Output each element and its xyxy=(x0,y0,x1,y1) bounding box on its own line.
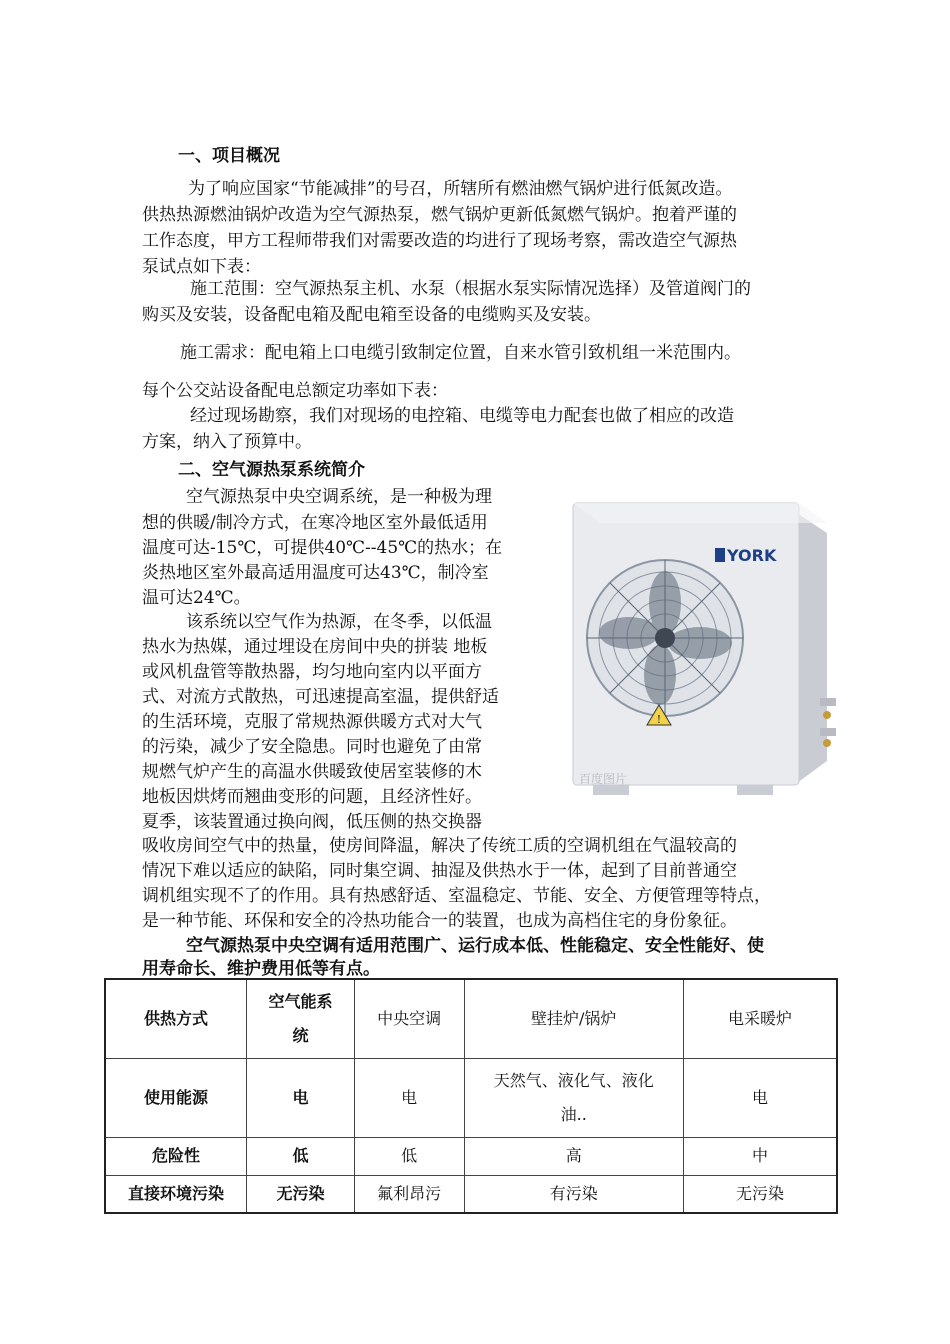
table-row xyxy=(105,1175,837,1213)
comparison-table xyxy=(104,978,838,1214)
paragraph-line: 温可达24℃。 xyxy=(142,588,251,608)
paragraph-line: 施工需求：配电箱上口电缆引致制定位置，自来水管引致机组一米范围内。 xyxy=(180,343,741,363)
table-cell: 氟利昂污 xyxy=(354,1175,464,1213)
paragraph-line: 炎热地区室外最高适用温度可达43℃，制冷室 xyxy=(142,563,489,583)
svg-text:!: ! xyxy=(656,713,662,726)
row-header: 危险性 xyxy=(105,1137,247,1175)
paragraph-line: 吸收房间空气中的热量，使房间降温，解决了传统工质的空调机组在气温较高的 xyxy=(142,836,737,856)
paragraph-line: 每个公交站设备配电总额定功率如下表： xyxy=(142,381,448,401)
heat-pump-unit-photo xyxy=(565,493,840,808)
paragraph-line: 购买及安装，设备配电箱及配电箱至设备的电缆购买及安装。 xyxy=(142,305,601,325)
paragraph-line: 泵试点如下表： xyxy=(142,257,261,277)
paragraph-line: 规燃气炉产生的高温水供暖致使居室装修的木 xyxy=(142,762,482,782)
bold-summary-line: 空气源热泵中央空调有适用范围广、运行成本低、性能稳定、安全性能好、使 xyxy=(186,936,764,956)
table-row xyxy=(105,979,837,1058)
paragraph-line: 供热热源燃油锅炉改造为空气源热泵，燃气锅炉更新低氮燃气锅炉。抱着严谨的 xyxy=(142,205,737,225)
row-header: 供热方式 xyxy=(105,979,247,1058)
table-cell: 高 xyxy=(464,1137,683,1175)
paragraph-line: 温度可达-15℃，可提供40℃--45℃的热水；在 xyxy=(142,538,503,558)
paragraph-line: 调机组实现不了的作用。具有热感舒适、室温稳定、节能、安全、方便管理等特点， xyxy=(142,886,771,906)
table-cell: 低 xyxy=(247,1137,355,1175)
paragraph-line: 夏季，该装置通过换向阀，低压侧的热交换器 xyxy=(142,812,482,832)
row-header: 使用能源 xyxy=(105,1058,247,1137)
table-row xyxy=(105,1137,837,1175)
paragraph-line: 是一种节能、环保和安全的冷热功能合一的装置，也成为高档住宅的身份象征。 xyxy=(142,911,737,931)
table-cell: 空气能系 统 xyxy=(247,979,355,1058)
paragraph-line: 或风机盘管等散热器，均匀地向室内以平面方 xyxy=(142,662,482,682)
table-cell: 中 xyxy=(683,1137,837,1175)
row-header: 直接环境污染 xyxy=(105,1175,247,1213)
paragraph-line: 的污染，减少了安全隐患。同时也避免了由常 xyxy=(142,737,482,757)
watermark-text: 百度图片 xyxy=(579,772,628,786)
brand-logo-text: YORK xyxy=(727,546,777,565)
paragraph-line: 为了响应国家“节能减排”的号召，所辖所有燃油燃气锅炉进行低氮改造。 xyxy=(188,179,733,199)
table-cell: 电 xyxy=(354,1058,464,1137)
table-cell: 电 xyxy=(683,1058,837,1137)
table-cell: 无污染 xyxy=(247,1175,355,1213)
section2-heading: 二、空气源热泵系统简介 xyxy=(178,460,365,480)
paragraph-line: 施工范围：空气源热泵主机、水泵（根据水泵实际情况选择）及管道阀门的 xyxy=(190,279,751,299)
paragraph-line: 地板因烘烤而翘曲变形的问题，且经济性好。 xyxy=(142,787,482,807)
table-cell: 天然气、液化气、液化 油.. xyxy=(464,1058,683,1137)
paragraph-line: 的生活环境，克服了常规热源供暖方式对大气 xyxy=(142,712,482,732)
table-cell: 有污染 xyxy=(464,1175,683,1213)
table-cell: 电采暖炉 xyxy=(683,979,837,1058)
table-cell: 电 xyxy=(247,1058,355,1137)
table-cell: 壁挂炉/锅炉 xyxy=(464,979,683,1058)
table-cell: 中央空调 xyxy=(354,979,464,1058)
paragraph-line: 想的供暖/制冷方式，在寒冷地区室外最低适用 xyxy=(142,513,488,533)
paragraph-line: 该系统以空气作为热源，在冬季，以低温 xyxy=(186,612,492,632)
table-row xyxy=(105,1058,837,1137)
bold-summary-line: 用寿命长、维护费用低等有点。 xyxy=(142,959,380,979)
paragraph-line: 工作态度，甲方工程师带我们对需要改造的均进行了现场考察，需改造空气源热 xyxy=(142,231,737,251)
section1-heading: 一、项目概况 xyxy=(178,146,280,166)
table-cell: 无污染 xyxy=(683,1175,837,1213)
paragraph-line: 热水为热媒，通过埋设在房间中央的拼装 地板 xyxy=(142,637,488,657)
paragraph-line: 经过现场勘察，我们对现场的电控箱、电缆等电力配套也做了相应的改造 xyxy=(190,406,734,426)
table-cell: 低 xyxy=(354,1137,464,1175)
paragraph-line: 空气源热泵中央空调系统，是一种极为理 xyxy=(186,487,492,507)
paragraph-line: 情况下难以适应的缺陷，同时集空调、抽湿及供热水于一体，起到了目前普通空 xyxy=(142,861,737,881)
paragraph-line: 式、对流方式散热，可迅速提高室温，提供舒适 xyxy=(142,687,499,707)
paragraph-line: 方案，纳入了预算中。 xyxy=(142,432,312,452)
